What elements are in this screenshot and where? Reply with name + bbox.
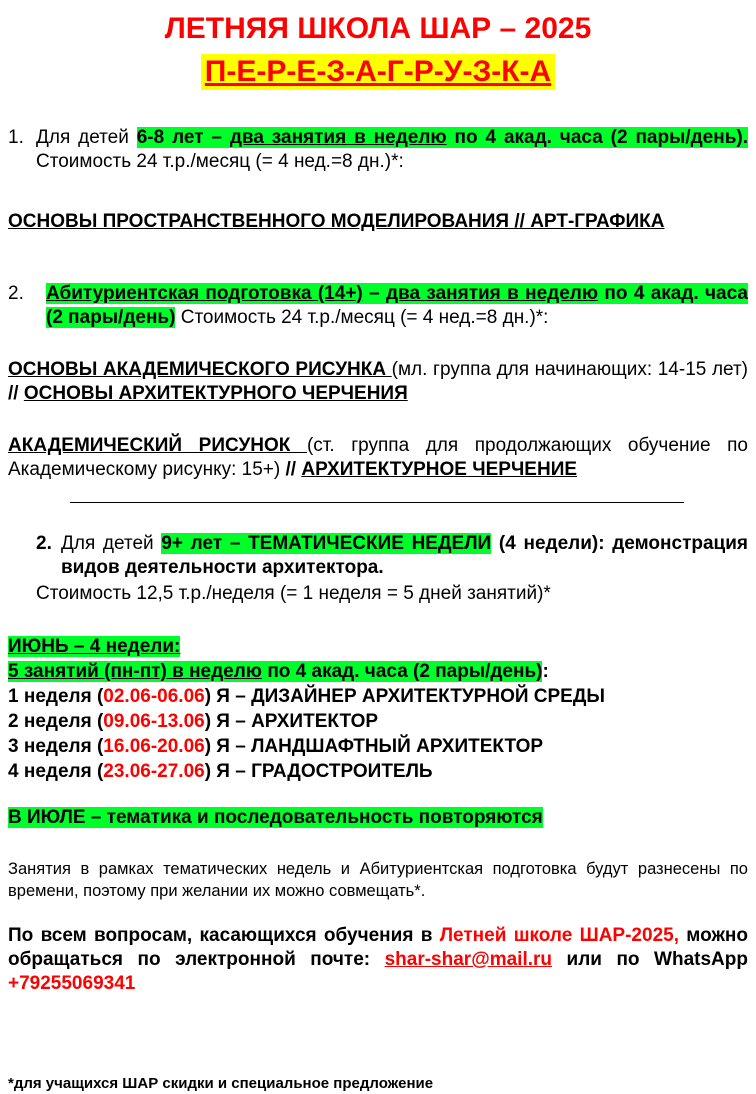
senior-group-block: [8, 434, 748, 482]
june-frequency: 5 занятий (пн-пт) в неделю: [8, 661, 263, 682]
section-1-highlight: [137, 127, 748, 148]
section-2: [8, 282, 748, 330]
section-1-dash: –: [203, 127, 230, 148]
contact-part-3: или по WhatsApp: [552, 949, 748, 970]
week-2-topic: ) Я – АРХИТЕКТОР: [204, 711, 379, 732]
week-1-topic: ) Я – ДИЗАЙНЕР АРХИТЕКТУРНОЙ СРЕДЫ: [204, 686, 605, 707]
junior-course-2: ОСНОВЫ АРХИТЕКТУРНОГО ЧЕРЧЕНИЯ: [23, 383, 408, 404]
week-1: [8, 684, 748, 709]
section-3-prefix: Для детей: [61, 533, 162, 554]
section-2-number: 2.: [8, 283, 24, 304]
contact-text: [8, 924, 748, 996]
section-1-hours: по 4 акад. часа (2 пары/день).: [446, 127, 748, 148]
horizontal-divider: [70, 502, 684, 503]
senior-course-2: АРХИТЕКТУРНОЕ ЧЕРЧЕНИЕ: [301, 459, 578, 480]
section-2-dash: –: [362, 283, 386, 304]
section-2-program: Абитуриентская подготовка (14+): [46, 283, 363, 304]
footer-note: *для учащихся ШАР скидки и специальное предложение: [8, 1075, 434, 1092]
july-block: [8, 806, 543, 830]
june-heading-line: [8, 634, 748, 659]
week-2-dates: 09.06-13.06: [103, 711, 205, 732]
page-subtitle: П-Е-Р-Е-З-А-Г-Р-У-З-К-А: [201, 54, 555, 90]
week-2: [8, 709, 748, 734]
junior-group-block: [8, 358, 748, 406]
section-1-number: 1.: [8, 127, 24, 148]
week-4-label: 4 неделя (: [8, 761, 104, 782]
week-1-dates: 02.06-06.06: [103, 686, 205, 707]
week-3-label: 3 неделя (: [8, 736, 104, 757]
section-2-hours: по 4 акад. часа (2 пары/день): [46, 283, 748, 328]
contact-part-1: По всем вопросам, касающихся обучения в: [8, 925, 440, 946]
senior-separator: //: [285, 459, 302, 480]
week-4-topic: ) Я – ГРАДОСТРОИТЕЛЬ: [204, 761, 433, 782]
section-2-frequency: два занятия в неделю: [385, 283, 599, 304]
section-1-age: 6-8 лет: [136, 127, 204, 148]
section-3-text: [61, 532, 748, 580]
senior-course: АКАДЕМИЧЕСКИЙ РИСУНОК: [8, 435, 307, 456]
junior-group-text: [8, 358, 748, 406]
contact-school: Летней школе ШАР-2025,: [439, 925, 679, 946]
week-2-label: 2 неделя (: [8, 711, 104, 732]
section-1-prefix: Для детей: [36, 127, 137, 148]
note-text: Занятия в рамках тематических недель и Абитуриентская подготовка будут разнесены по времени, поэтому при желании их можно совмещать*.: [8, 860, 748, 900]
week-3-topic: ) Я – ЛАНДШАФТНЫЙ АРХИТЕКТОР: [204, 736, 544, 757]
june-hours: по 4 акад. часа (2 пары/день): [262, 661, 543, 682]
junior-separator: //: [8, 383, 24, 404]
june-heading: ИЮНЬ – 4 недели:: [8, 636, 181, 657]
email-link[interactable]: shar-shar@mail.ru: [384, 949, 553, 970]
june-schedule: [8, 634, 748, 784]
phone-number[interactable]: +79255069341: [8, 973, 136, 994]
senior-group-text: [8, 434, 748, 482]
section-3-highlight: 9+ лет – ТЕМАТИЧЕСКИЕ НЕДЕЛИ: [161, 533, 492, 554]
section-1-frequency: два занятия в неделю: [229, 127, 447, 148]
july-text: В ИЮЛЕ – тематика и последовательность повторяются: [8, 807, 543, 828]
june-colon: :: [542, 661, 549, 682]
july-line: [8, 806, 543, 830]
week-1-label: 1 неделя (: [8, 686, 104, 707]
section-3: [36, 532, 748, 580]
note-block: [8, 858, 748, 902]
page-title: ЛЕТНЯЯ ШКОЛА ШАР – 2025: [164, 12, 592, 45]
junior-course: ОСНОВЫ АКАДЕМИЧЕСКОГО РИСУНКА: [8, 359, 392, 380]
june-frequency-highlight: [8, 661, 542, 682]
week-4-dates: 23.06-27.06: [103, 761, 205, 782]
week-4: [8, 759, 748, 784]
junior-desc: (мл. группа для начинающих: 14-15 лет): [391, 359, 748, 380]
june-frequency-line: [8, 659, 748, 684]
document-page: [8, 10, 749, 1092]
section-3-cost: Стоимость 12,5 т.р./неделя (= 1 неделя = 5 дней занятий)*: [36, 583, 551, 604]
contact-part-2: можно обращаться по электронной почте:: [8, 925, 749, 970]
section-1-courses: ОСНОВЫ ПРОСТРАНСТВЕННОГО МОДЕЛИРОВАНИЯ // АРТ-ГРАФИКА: [8, 211, 665, 232]
section-2-text: [46, 282, 748, 330]
contact-block: [8, 924, 748, 996]
subtitle-wrap: [8, 54, 748, 90]
section-3-rest: (4 недели): демонстрация видов деятельности архитектора.: [61, 533, 748, 578]
section-1-text: [36, 126, 748, 174]
week-3-dates: 16.06-20.06: [103, 736, 205, 757]
section-2-cost: Стоимость 24 т.р./месяц (= 4 нед.=8 дн.)*:: [175, 307, 549, 328]
section-3-cost-block: [36, 582, 551, 606]
section-1: [8, 126, 748, 174]
section-1-courses-block: [8, 210, 748, 234]
senior-desc: (ст. группа для продолжающих обучение по Академическому рисунку: 15+): [8, 435, 748, 480]
section-1-cost: Стоимость 24 т.р./месяц (= 4 нед.=8 дн.)*:: [36, 151, 404, 172]
week-3: [8, 734, 748, 759]
section-3-number: 2.: [36, 533, 52, 554]
footer-block: [8, 1074, 433, 1094]
